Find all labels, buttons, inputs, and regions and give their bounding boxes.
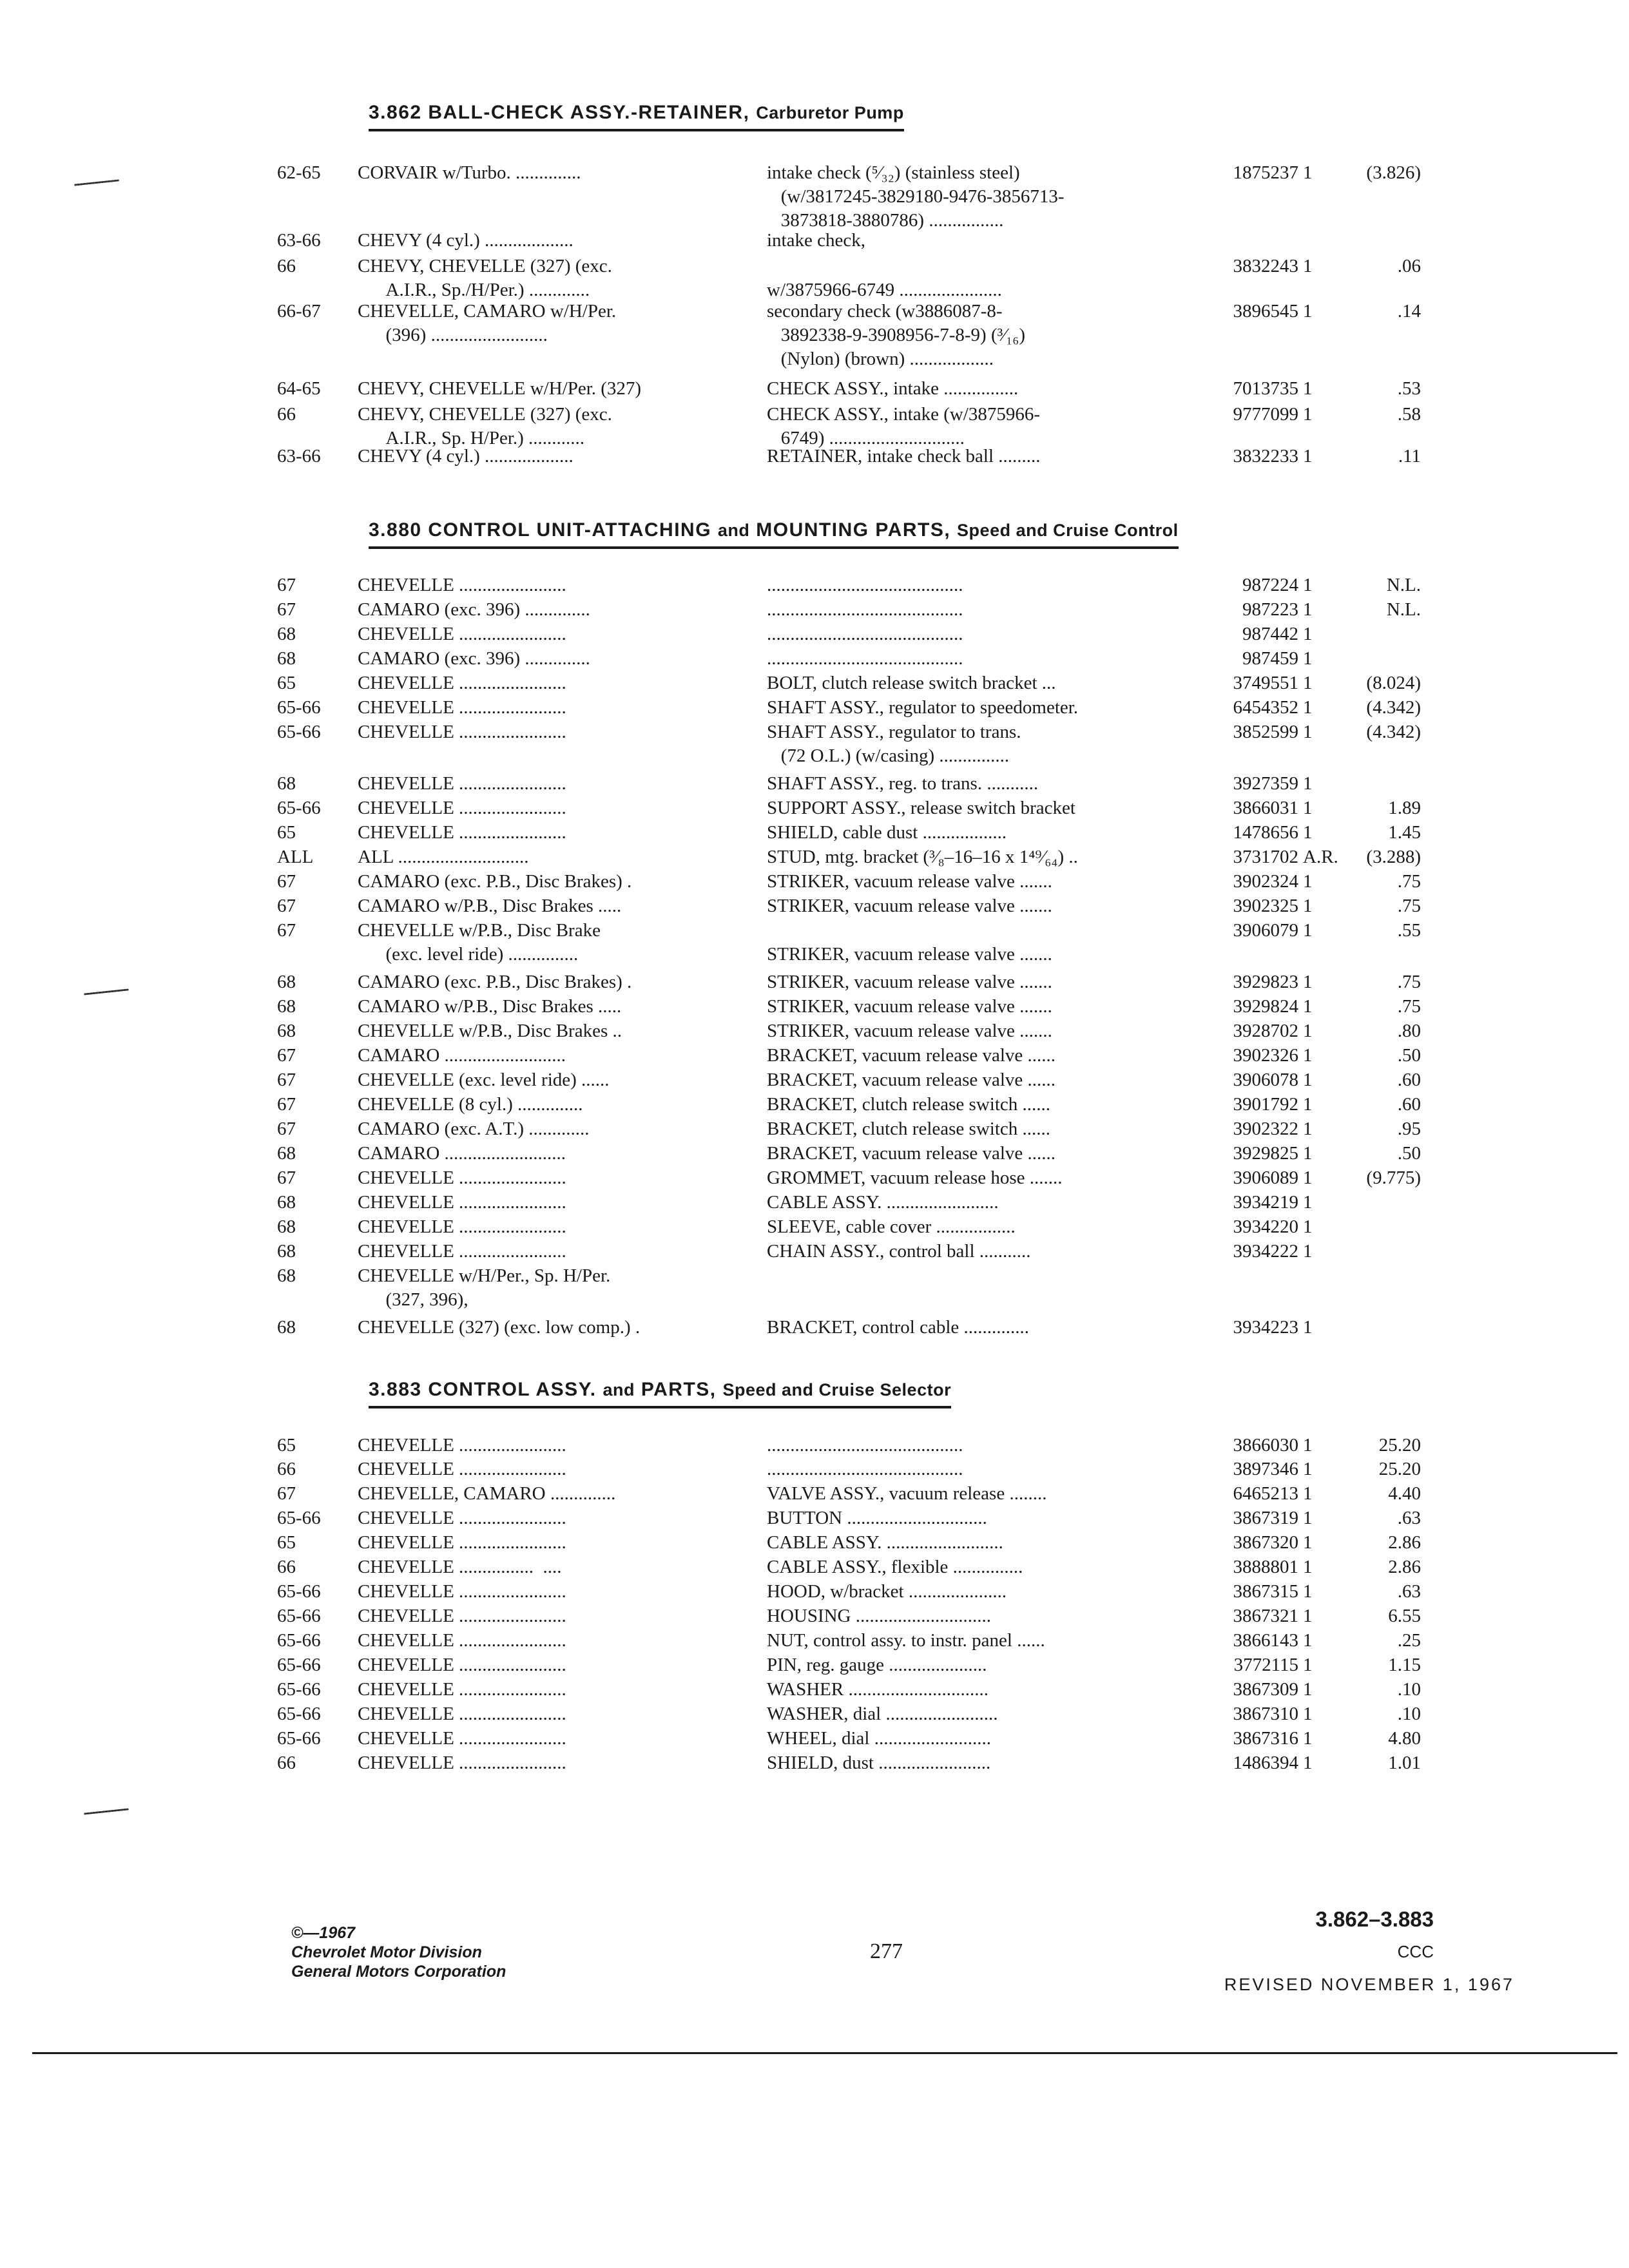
quantity-cell: 1 [1303,996,1313,1017]
model-cell: CAMARO (exc. 396) .............. [358,648,590,669]
quantity-cell: 1 [1303,1070,1313,1090]
quantity-cell: 1 [1303,256,1313,276]
quantity-cell: 1 [1303,1216,1313,1237]
part-number-cell: 3929823 [1233,972,1298,992]
description-cell: CABLE ASSY., flexible ............... [767,1557,1023,1577]
quantity-cell: 1 [1303,697,1313,718]
part-number-cell: 3867320 [1233,1532,1298,1553]
part-number-cell: 3906079 [1233,920,1298,941]
description-cell: WASHER .............................. [767,1679,988,1700]
quantity-cell: 1 [1303,1728,1313,1749]
model-cell: CHEVELLE ....................... [358,1216,566,1237]
description-cell: BRACKET, control cable .............. [767,1317,1030,1338]
model-cell: CHEVELLE ....................... [358,1459,566,1479]
quantity-cell: 1 [1303,1753,1313,1773]
description-cell: BRACKET, clutch release switch ...... [767,1119,1050,1139]
year-cell: 67 [277,1483,296,1504]
year-cell: 65-66 [277,798,321,818]
price-cell: (8.024) [1366,673,1421,693]
description-cell: .......................................... [767,575,963,595]
description-cell: WASHER, dial ........................ [767,1704,998,1724]
description-cell: SUPPORT ASSY., release switch bracket [767,798,1075,818]
part-number-cell: 3832243 [1233,256,1298,276]
year-cell: 68 [277,1317,296,1338]
year-cell: 65 [277,1532,296,1553]
price-cell: .75 [1397,972,1421,992]
price-cell: 6.55 [1388,1606,1421,1626]
model-cell: CHEVELLE w/P.B., Disc Brakes .. [358,1021,622,1041]
year-cell: 65-66 [277,697,321,718]
description-cell: BOLT, clutch release switch bracket ... [767,673,1056,693]
year-cell: 66-67 [277,301,321,322]
part-number-cell: 3928702 [1233,1021,1298,1041]
part-number-cell: 3867316 [1233,1728,1298,1749]
part-number-cell: 3934222 [1233,1241,1298,1262]
table-row [0,1751,1629,1829]
part-number-cell: 6465213 [1233,1483,1298,1504]
year-cell: 67 [277,1045,296,1066]
model-cell: CHEVELLE ....................... [358,673,566,693]
quantity-cell: A.R. [1303,847,1338,867]
description-cell: STRIKER, vacuum release valve ....... [767,871,1052,892]
year-cell: 65-66 [277,1704,321,1724]
year-cell: 68 [277,773,296,794]
quantity-cell: 1 [1303,896,1313,916]
description-cell: SHIELD, cable dust .................. [767,822,1007,843]
year-cell: 68 [277,1192,296,1213]
price-cell: .53 [1397,378,1421,399]
price-cell: .11 [1398,446,1421,466]
quantity-cell: 1 [1303,301,1313,322]
quantity-cell: 1 [1303,1606,1313,1626]
year-cell: 67 [277,920,296,941]
quantity-cell: 1 [1303,1021,1313,1041]
price-cell: .63 [1397,1581,1421,1602]
quantity-cell: 1 [1303,1119,1313,1139]
description-cell: .......................................... [767,1435,963,1456]
description-cell: SHAFT ASSY., regulator to trans. (72 O.L.) (w/casing) ............... [767,722,1021,766]
part-number-cell: 3934219 [1233,1192,1298,1213]
description-cell: SHIELD, dust ........................ [767,1753,991,1773]
model-cell: CHEVELLE (exc. level ride) ...... [358,1070,610,1090]
model-cell: CHEVELLE ....................... [358,1532,566,1553]
description-cell: STRIKER, vacuum release valve ....... [767,996,1052,1017]
quantity-cell: 1 [1303,822,1313,843]
corporation: General Motors Corporation [291,1963,506,1981]
quantity-cell: 1 [1303,1508,1313,1528]
model-cell: CHEVELLE ....................... [358,1655,566,1675]
part-number-cell: 7013735 [1233,378,1298,399]
price-cell: .60 [1397,1094,1421,1115]
year-cell: 65-66 [277,1581,321,1602]
page-number: 277 [870,1939,903,1963]
bottom-rule [32,2052,1617,2054]
price-cell: .50 [1397,1045,1421,1066]
price-cell: .06 [1397,256,1421,276]
price-cell: 1.89 [1388,798,1421,818]
description-cell: BRACKET, vacuum release valve ...... [767,1070,1056,1090]
copyright: ©—1967 [291,1924,356,1942]
part-number-cell: 3896545 [1233,301,1298,322]
description-cell: BRACKET, vacuum release valve ...... [767,1143,1056,1164]
part-number-cell: 987224 [1242,575,1298,595]
year-cell: 65 [277,1435,296,1456]
quantity-cell: 1 [1303,575,1313,595]
year-cell: 66 [277,404,296,425]
model-cell: CHEVELLE ....................... [358,798,566,818]
model-cell: CAMARO (exc. P.B., Disc Brakes) . [358,871,632,892]
model-cell: CHEVELLE ....................... [358,1581,566,1602]
model-cell: CHEVY (4 cyl.) ................... [358,446,574,466]
part-number-cell: 987223 [1242,599,1298,620]
model-cell: CHEVELLE ....................... [358,722,566,742]
year-cell: 68 [277,1265,296,1286]
model-cell: CHEVELLE ....................... [358,1606,566,1626]
year-cell: 65 [277,822,296,843]
model-cell: CAMARO .......................... [358,1143,566,1164]
quantity-cell: 1 [1303,404,1313,425]
part-number-cell: 3901792 [1233,1094,1298,1115]
model-cell: CHEVY, CHEVELLE (327) (exc. A.I.R., Sp./H/Per.) ............. [358,256,612,300]
price-cell: (4.342) [1366,722,1421,742]
price-cell: 1.01 [1388,1753,1421,1773]
price-cell: 1.15 [1388,1655,1421,1675]
price-cell: .14 [1397,301,1421,322]
part-number-cell: 3902326 [1233,1045,1298,1066]
part-number-cell: 3929824 [1233,996,1298,1017]
description-cell: SHAFT ASSY., reg. to trans. ........... [767,773,1039,794]
part-number-cell: 3772115 [1233,1655,1298,1675]
year-cell: 68 [277,1216,296,1237]
quantity-cell: 1 [1303,773,1313,794]
model-cell: CHEVY (4 cyl.) ................... [358,230,574,251]
description-cell: RETAINER, intake check ball ......... [767,446,1041,466]
part-number-cell: 3866030 [1233,1435,1298,1456]
quantity-cell: 1 [1303,1679,1313,1700]
description-cell: CHAIN ASSY., control ball ........... [767,1241,1031,1262]
model-cell: CHEVELLE (327) (exc. low comp.) . [358,1317,641,1338]
quantity-cell: 1 [1303,1532,1313,1553]
year-cell: 67 [277,1168,296,1188]
year-cell: 68 [277,1143,296,1164]
model-cell: CAMARO (exc. P.B., Disc Brakes) . [358,972,632,992]
description-cell: .......................................... [767,648,963,669]
description-cell: STUD, mtg. bracket (³⁄₈–16–16 x 1⁴⁹⁄₆₄) .. [767,847,1078,867]
year-cell: 65-66 [277,1679,321,1700]
year-cell: 65-66 [277,722,321,742]
description-cell: BRACKET, vacuum release valve ...... [767,1045,1056,1066]
price-cell: 4.80 [1388,1728,1421,1749]
part-number-cell: 3927359 [1233,773,1298,794]
part-number-cell: 3902322 [1233,1119,1298,1139]
section-title: 3.880 CONTROL UNIT-ATTACHING and MOUNTING PARTS, Speed and Cruise Control [369,519,1179,549]
year-cell: 67 [277,871,296,892]
price-cell: .75 [1397,996,1421,1017]
description-cell: STRIKER, vacuum release valve ....... [767,896,1052,916]
description-cell: BRACKET, clutch release switch ...... [767,1094,1050,1115]
model-cell: CHEVELLE, CAMARO .............. [358,1483,616,1504]
quantity-cell: 1 [1303,378,1313,399]
year-cell: 67 [277,1119,296,1139]
part-number-cell: 3731702 [1233,847,1298,867]
quantity-cell: 1 [1303,446,1313,466]
description-cell: STRIKER, vacuum release valve ....... [767,1021,1052,1041]
part-number-cell: 1875237 [1233,162,1298,183]
part-number-cell: 3866031 [1233,798,1298,818]
description-cell: WHEEL, dial ......................... [767,1728,991,1749]
part-number-cell: 3929825 [1233,1143,1298,1164]
quantity-cell: 1 [1303,920,1313,941]
publisher-block [291,1923,506,1981]
price-cell: .75 [1397,896,1421,916]
model-cell: CHEVY, CHEVELLE (327) (exc. A.I.R., Sp. H/Per.) ............ [358,404,612,448]
year-cell: 66 [277,1557,296,1577]
part-number-cell: 3867310 [1233,1704,1298,1724]
price-cell: .63 [1397,1508,1421,1528]
price-cell: N.L. [1386,599,1421,620]
description-cell: .......................................... [767,624,963,644]
price-cell: 2.86 [1388,1532,1421,1553]
price-cell: 1.45 [1388,822,1421,843]
quantity-cell: 1 [1303,1435,1313,1456]
revision-block [1199,1907,1521,1995]
part-number-cell: 3832233 [1233,446,1298,466]
quantity-cell: 1 [1303,722,1313,742]
model-cell: CHEVELLE ....................... [358,822,566,843]
quantity-cell: 1 [1303,1045,1313,1066]
description-cell: SLEEVE, cable cover ................. [767,1216,1016,1237]
price-cell: 4.40 [1388,1483,1421,1504]
year-cell: 68 [277,1241,296,1262]
part-number-cell: 3934220 [1233,1216,1298,1237]
model-cell: CHEVELLE w/H/Per., Sp. H/Per. (327, 396), [358,1265,611,1310]
model-cell: CHEVELLE (8 cyl.) .............. [358,1094,583,1115]
price-cell: 25.20 [1378,1459,1421,1479]
model-cell: CHEVELLE w/P.B., Disc Brake (exc. level ride) ............... [358,920,601,965]
part-number-cell: 9777099 [1233,404,1298,425]
price-cell: (9.775) [1366,1168,1421,1188]
description-cell: STRIKER, vacuum release valve ....... [767,944,1052,965]
year-cell: 66 [277,256,296,276]
part-number-cell: 3749551 [1233,673,1298,693]
part-number-cell: 3934223 [1233,1317,1298,1338]
description-cell: secondary check (w3886087-8- 3892338-9-3908956-7-8-9) (³⁄₁₆) (Nylon) (brown) .................. [767,301,1026,369]
price-cell: .75 [1397,871,1421,892]
description-cell: VALVE ASSY., vacuum release ........ [767,1483,1047,1504]
model-cell: CHEVELLE ....................... [358,575,566,595]
part-number-cell: 6454352 [1233,697,1298,718]
quantity-cell: 1 [1303,1704,1313,1724]
quantity-cell: 1 [1303,798,1313,818]
part-number-cell: 3866143 [1233,1630,1298,1651]
section-title: 3.883 CONTROL ASSY. and PARTS, Speed and Cruise Selector [369,1379,951,1408]
year-cell: 67 [277,1070,296,1090]
description-cell: CHECK ASSY., intake ................ [767,378,1019,399]
quantity-cell: 1 [1303,1241,1313,1262]
year-cell: 65-66 [277,1728,321,1749]
quantity-cell: 1 [1303,1557,1313,1577]
part-number-cell: 3867309 [1233,1679,1298,1700]
description-cell: intake check (⁵⁄₃₂) (stainless steel) (w/3817245-3829180-9476-3856713- 3873818-3880786) ................ [767,162,1065,231]
model-cell: CORVAIR w/Turbo. .............. [358,162,581,183]
price-cell: .10 [1397,1704,1421,1724]
model-cell: CHEVELLE ....................... [358,1192,566,1213]
year-cell: 63-66 [277,230,321,251]
description-cell: CABLE ASSY. ........................ [767,1192,999,1213]
price-cell: .95 [1397,1119,1421,1139]
model-cell: CAMARO (exc. 396) .............. [358,599,590,620]
year-cell: 67 [277,896,296,916]
model-cell: CHEVELLE ....................... [358,1168,566,1188]
model-cell: CHEVELLE ................ .... [358,1557,562,1577]
revision-date: REVISED NOVEMBER 1, 1967 [1224,1975,1514,1994]
year-cell: 68 [277,972,296,992]
description-cell: NUT, control assy. to instr. panel ...... [767,1630,1045,1651]
price-cell: .10 [1397,1679,1421,1700]
description-cell: GROMMET, vacuum release hose ....... [767,1168,1063,1188]
part-number-cell: 1486394 [1233,1753,1298,1773]
year-cell: 65-66 [277,1630,321,1651]
catalog-code: CCC [1397,1942,1434,1961]
model-cell: CAMARO w/P.B., Disc Brakes ..... [358,996,622,1017]
section-range: 3.862–3.883 [1315,1907,1434,1931]
description-cell: STRIKER, vacuum release valve ....... [767,972,1052,992]
model-cell: CHEVELLE ....................... [358,1435,566,1456]
price-cell: .50 [1397,1143,1421,1164]
description-cell: CHECK ASSY., intake (w/3875966- 6749) ............................. [767,404,1041,448]
part-number-cell: 987459 [1242,648,1298,669]
description-cell: HOOD, w/bracket ..................... [767,1581,1007,1602]
year-cell: 68 [277,624,296,644]
quantity-cell: 1 [1303,162,1313,183]
part-number-cell: 3902325 [1233,896,1298,916]
model-cell: CAMARO .......................... [358,1045,566,1066]
model-cell: CHEVELLE ....................... [358,1241,566,1262]
price-cell: 25.20 [1378,1435,1421,1456]
price-cell: .55 [1397,920,1421,941]
year-cell: 67 [277,575,296,595]
price-cell: .25 [1397,1630,1421,1651]
table-row [0,161,1629,238]
quantity-cell: 1 [1303,1168,1313,1188]
price-cell: .60 [1397,1070,1421,1090]
year-cell: 62-65 [277,162,321,183]
year-cell: 67 [277,599,296,620]
year-cell: 65-66 [277,1606,321,1626]
price-cell: .58 [1397,404,1421,425]
part-number-cell: 3906089 [1233,1168,1298,1188]
price-cell: 2.86 [1388,1557,1421,1577]
price-cell: N.L. [1386,575,1421,595]
table-row [0,445,1629,522]
quantity-cell: 1 [1303,1581,1313,1602]
model-cell: ALL ............................ [358,847,529,867]
model-cell: CHEVELLE ....................... [358,1704,566,1724]
part-number-cell: 3906078 [1233,1070,1298,1090]
part-number-cell: 3902324 [1233,871,1298,892]
quantity-cell: 1 [1303,624,1313,644]
model-cell: CHEVELLE ....................... [358,1753,566,1773]
year-cell: 65-66 [277,1508,321,1528]
description-cell: PIN, reg. gauge ..................... [767,1655,987,1675]
model-cell: CHEVY, CHEVELLE w/H/Per. (327) [358,378,642,399]
year-cell: 64-65 [277,378,321,399]
part-number-cell: 3897346 [1233,1459,1298,1479]
division: Chevrolet Motor Division [291,1943,482,1961]
model-cell: CHEVELLE ....................... [358,1508,566,1528]
quantity-cell: 1 [1303,599,1313,620]
description-cell: CABLE ASSY. ......................... [767,1532,1003,1553]
quantity-cell: 1 [1303,1630,1313,1651]
model-cell: CHEVELLE, CAMARO w/H/Per. (396) ......................... [358,301,617,345]
model-cell: CHEVELLE ....................... [358,697,566,718]
year-cell: 65 [277,673,296,693]
quantity-cell: 1 [1303,673,1313,693]
price-cell: (3.826) [1366,162,1421,183]
quantity-cell: 1 [1303,871,1313,892]
section-title: 3.862 BALL-CHECK ASSY.-RETAINER, Carburetor Pump [369,102,904,131]
part-number-cell: 1478656 [1233,822,1298,843]
year-cell: 66 [277,1459,296,1479]
part-number-cell: 3867319 [1233,1508,1298,1528]
year-cell: 63-66 [277,446,321,466]
quantity-cell: 1 [1303,1094,1313,1115]
year-cell: ALL [277,847,314,867]
model-cell: CAMARO w/P.B., Disc Brakes ..... [358,896,622,916]
description-cell: w/3875966-6749 ...................... [767,280,1002,300]
part-number-cell: 3888801 [1233,1557,1298,1577]
description-cell: SHAFT ASSY., regulator to speedometer. [767,697,1079,718]
year-cell: 68 [277,648,296,669]
quantity-cell: 1 [1303,1483,1313,1504]
year-cell: 65-66 [277,1655,321,1675]
table-row [0,300,1629,377]
year-cell: 67 [277,1094,296,1115]
price-cell: (4.342) [1366,697,1421,718]
description-cell: BUTTON .............................. [767,1508,987,1528]
part-number-cell: 3867321 [1233,1606,1298,1626]
model-cell: CHEVELLE ....................... [358,1630,566,1651]
price-cell: .80 [1397,1021,1421,1041]
description-cell: .......................................... [767,599,963,620]
quantity-cell: 1 [1303,1459,1313,1479]
quantity-cell: 1 [1303,1655,1313,1675]
year-cell: 68 [277,1021,296,1041]
year-cell: 66 [277,1753,296,1773]
quantity-cell: 1 [1303,648,1313,669]
part-number-cell: 987442 [1242,624,1298,644]
year-cell: 68 [277,996,296,1017]
model-cell: CHEVELLE ....................... [358,1728,566,1749]
model-cell: CHEVELLE ....................... [358,773,566,794]
quantity-cell: 1 [1303,1143,1313,1164]
model-cell: CHEVELLE ....................... [358,624,566,644]
description-cell: intake check, [767,230,865,251]
model-cell: CHEVELLE ....................... [358,1679,566,1700]
price-cell: (3.288) [1366,847,1421,867]
description-cell: .......................................... [767,1459,963,1479]
part-number-cell: 3867315 [1233,1581,1298,1602]
part-number-cell: 3852599 [1233,722,1298,742]
model-cell: CAMARO (exc. A.T.) ............. [358,1119,590,1139]
quantity-cell: 1 [1303,1317,1313,1338]
quantity-cell: 1 [1303,972,1313,992]
description-cell: HOUSING ............................. [767,1606,991,1626]
quantity-cell: 1 [1303,1192,1313,1213]
